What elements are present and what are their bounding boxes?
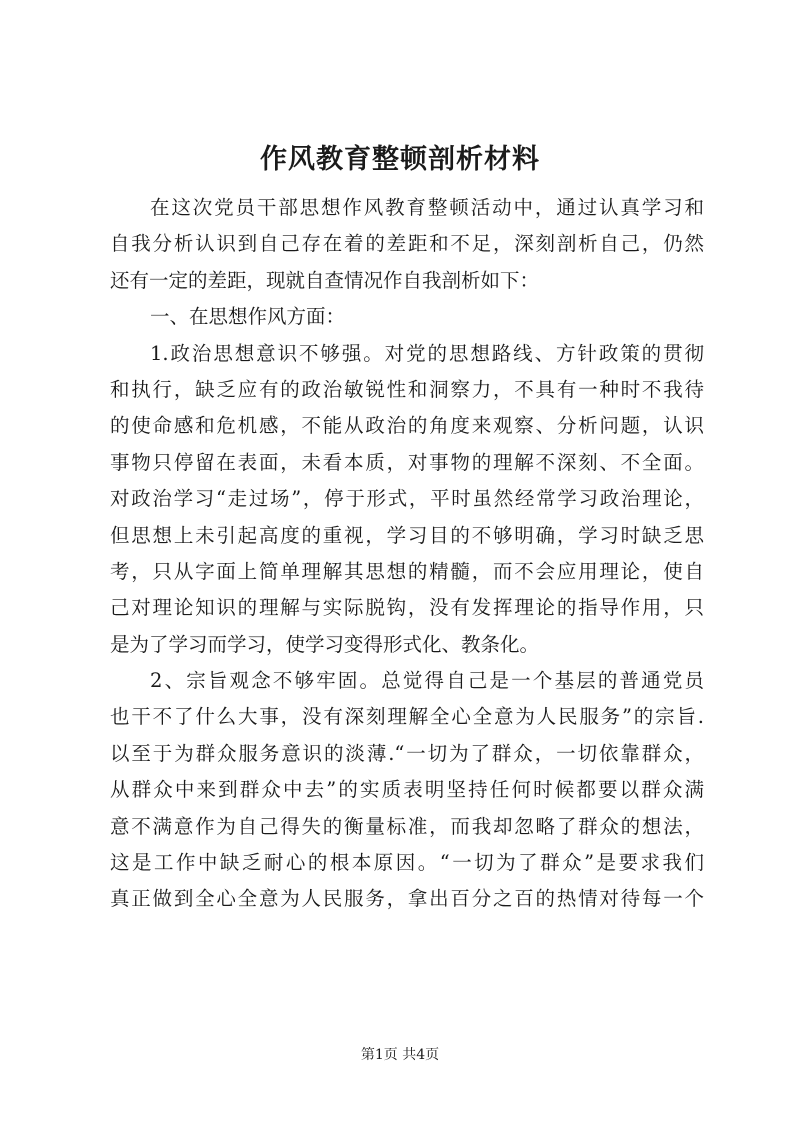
text-line: 事物只停留在表面，未看本质，对事物的理解不深刻、不全面。 bbox=[110, 450, 704, 474]
text-line: 以至于为群众服务意识的淡薄.“一切为了群众，一切依靠群众， bbox=[110, 741, 704, 765]
text-line: 意不满意作为自己得失的衡量标准，而我却忽略了群众的想法， bbox=[110, 814, 704, 838]
text-line: 己对理论知识的理解与实际脱钩，没有发挥理论的指导作用，只 bbox=[110, 596, 704, 620]
text-line: 和执行，缺乏应有的政治敏锐性和洞察力，不具有一种时不我待 bbox=[110, 377, 704, 401]
text-line: 对政治学习“走过场”，停于形式，平时虽然经常学习政治理论， bbox=[110, 487, 704, 511]
text-line: 也干不了什么大事，没有深刻理解全心全意为人民服务”的宗旨. bbox=[110, 705, 704, 729]
document-body bbox=[110, 190, 704, 918]
document-title: 作风教育整顿剖析材料 bbox=[260, 144, 540, 175]
text-line: 这是工作中缺乏耐心的根本原因。“一切为了群众”是要求我们 bbox=[110, 851, 704, 875]
text-line: 自我分析认识到自己存在着的差距和不足，深刻剖析自己，仍然 bbox=[110, 232, 704, 256]
page-footer: 第1页 共4页 bbox=[360, 1047, 440, 1063]
text-line: 的使命感和危机感，不能从政治的角度来观察、分析问题，认识 bbox=[110, 414, 704, 438]
text-line: 是为了学习而学习，使学习变得形式化、教条化。 bbox=[110, 632, 540, 656]
text-line: 但思想上未引起高度的重视，学习目的不够明确，学习时缺乏思 bbox=[110, 523, 704, 547]
text-line: 2、宗旨观念不够牢固。总觉得自己是一个基层的普通党员 bbox=[150, 669, 704, 693]
text-line: 考，只从字面上简单理解其思想的精髓，而不会应用理论，使自 bbox=[110, 559, 704, 583]
text-line: 在这次党员干部思想作风教育整顿活动中，通过认真学习和 bbox=[150, 196, 704, 219]
text-line: 1.政治思想意识不够强。对党的思想路线、方针政策的贯彻 bbox=[150, 341, 704, 365]
text-line: 还有一定的差距，现就自查情况作自我剖析如下： bbox=[110, 268, 540, 292]
text-line: 从群众中来到群众中去”的实质表明坚持任何时候都要以群众满 bbox=[110, 778, 704, 802]
text-line: 真正做到全心全意为人民服务，拿出百分之百的热情对待每一个 bbox=[110, 887, 704, 911]
text-line: 一、在思想作风方面： bbox=[150, 305, 346, 329]
